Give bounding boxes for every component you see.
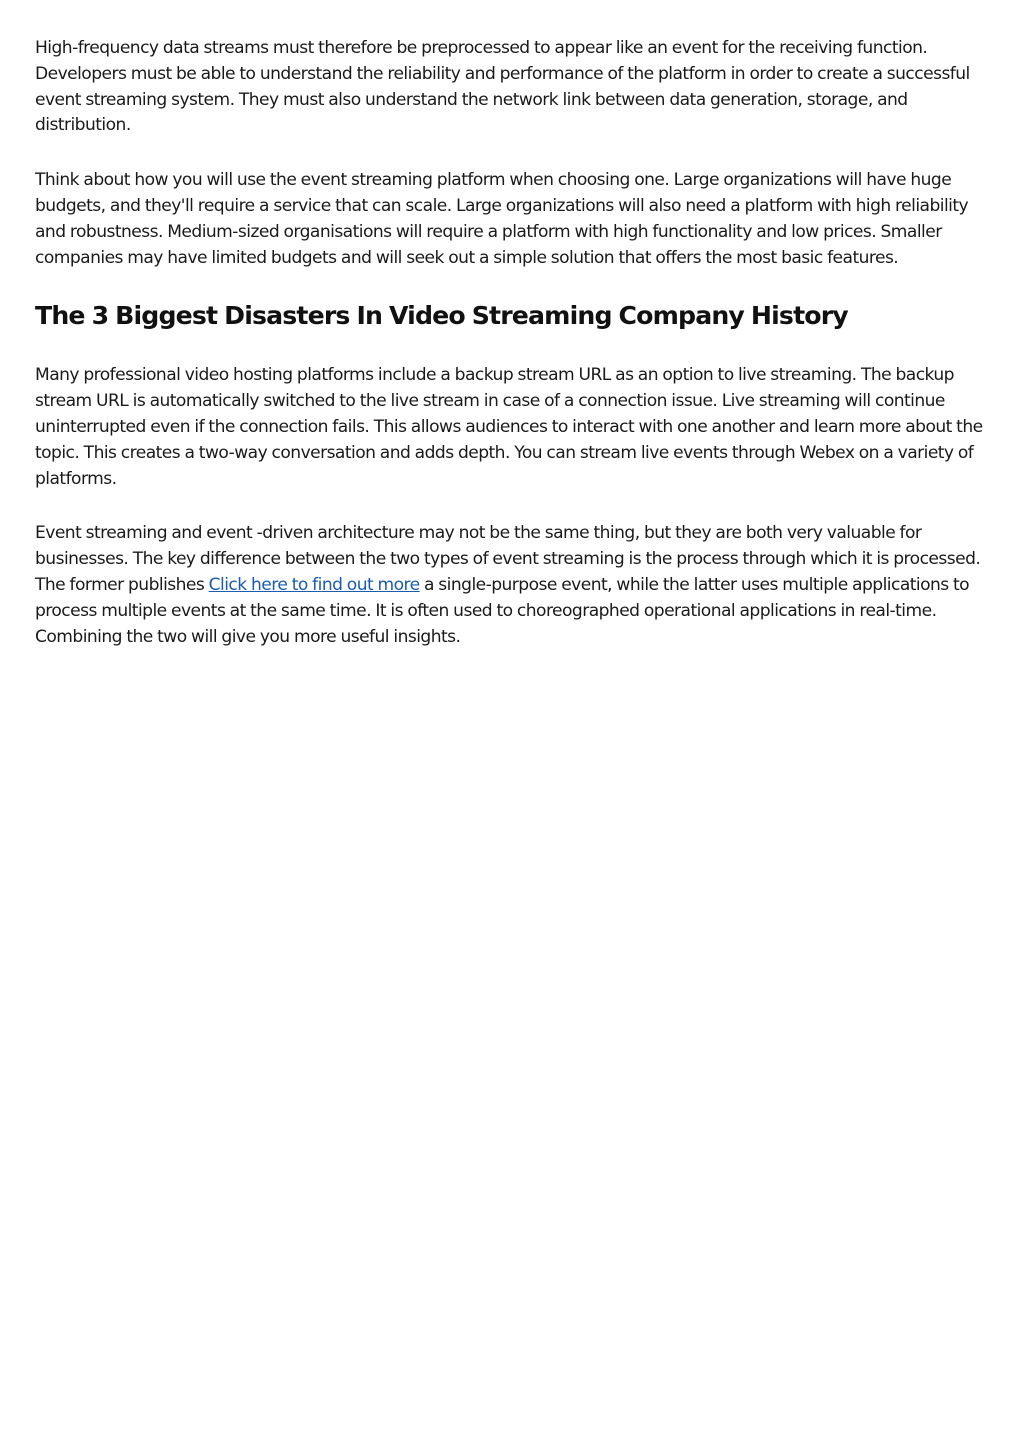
paragraph-data-streams: High-frequency data streams must therefore be preprocessed to appear like an event for the receiving function. Developers must be able to understand the reliability and performance of the platform in order to create a successful event streaming system. They must also understand the network link between data generation, storage, and distribution.: [35, 38, 970, 136]
paragraph-event-architecture: [35, 521, 997, 650]
article-body: [35, 36, 997, 650]
paragraph-text-after-link: a single-purpose event, while the latter uses multiple applications to process multiple events at the same time. It is often used to choreographed operational applications in real-time. Combining the two will give you more useful insights.: [35, 574, 970, 647]
section-heading: The 3 Biggest Disasters In Video Streaming Company History: [35, 301, 848, 331]
paragraph-backup-stream: Many professional video hosting platforms include a backup stream URL as an option to live streaming. The backup stream URL is automatically switched to the live stream in case of a connection issue. Live streaming will continue uninterrupted even if the connection fails. This allows audiences to interact with one another and learn more about the topic. This creates a two-way conversation and adds depth. You can stream live events through Webex on a variety of platforms.: [35, 365, 983, 489]
paragraph-choosing-platform: Think about how you will use the event streaming platform when choosing one. Large organizations will have huge budgets, and they'll require a service that can scale. Large organizations will also need a platform with high reliability and robustness. Medium-sized organisations will require a platform with high functionality and low prices. Smaller companies may have limited budgets and will seek out a simple solution that offers the most basic features.: [35, 170, 969, 268]
paragraph-text-before-link: Event streaming and event -driven architecture may not be the same thing, but they are both very valuable for businesses. The key difference between the two types of event streaming is the process through which it is processed. The former publishes: [35, 523, 981, 595]
find-out-more-link[interactable]: Click here to find out more: [208, 574, 420, 595]
